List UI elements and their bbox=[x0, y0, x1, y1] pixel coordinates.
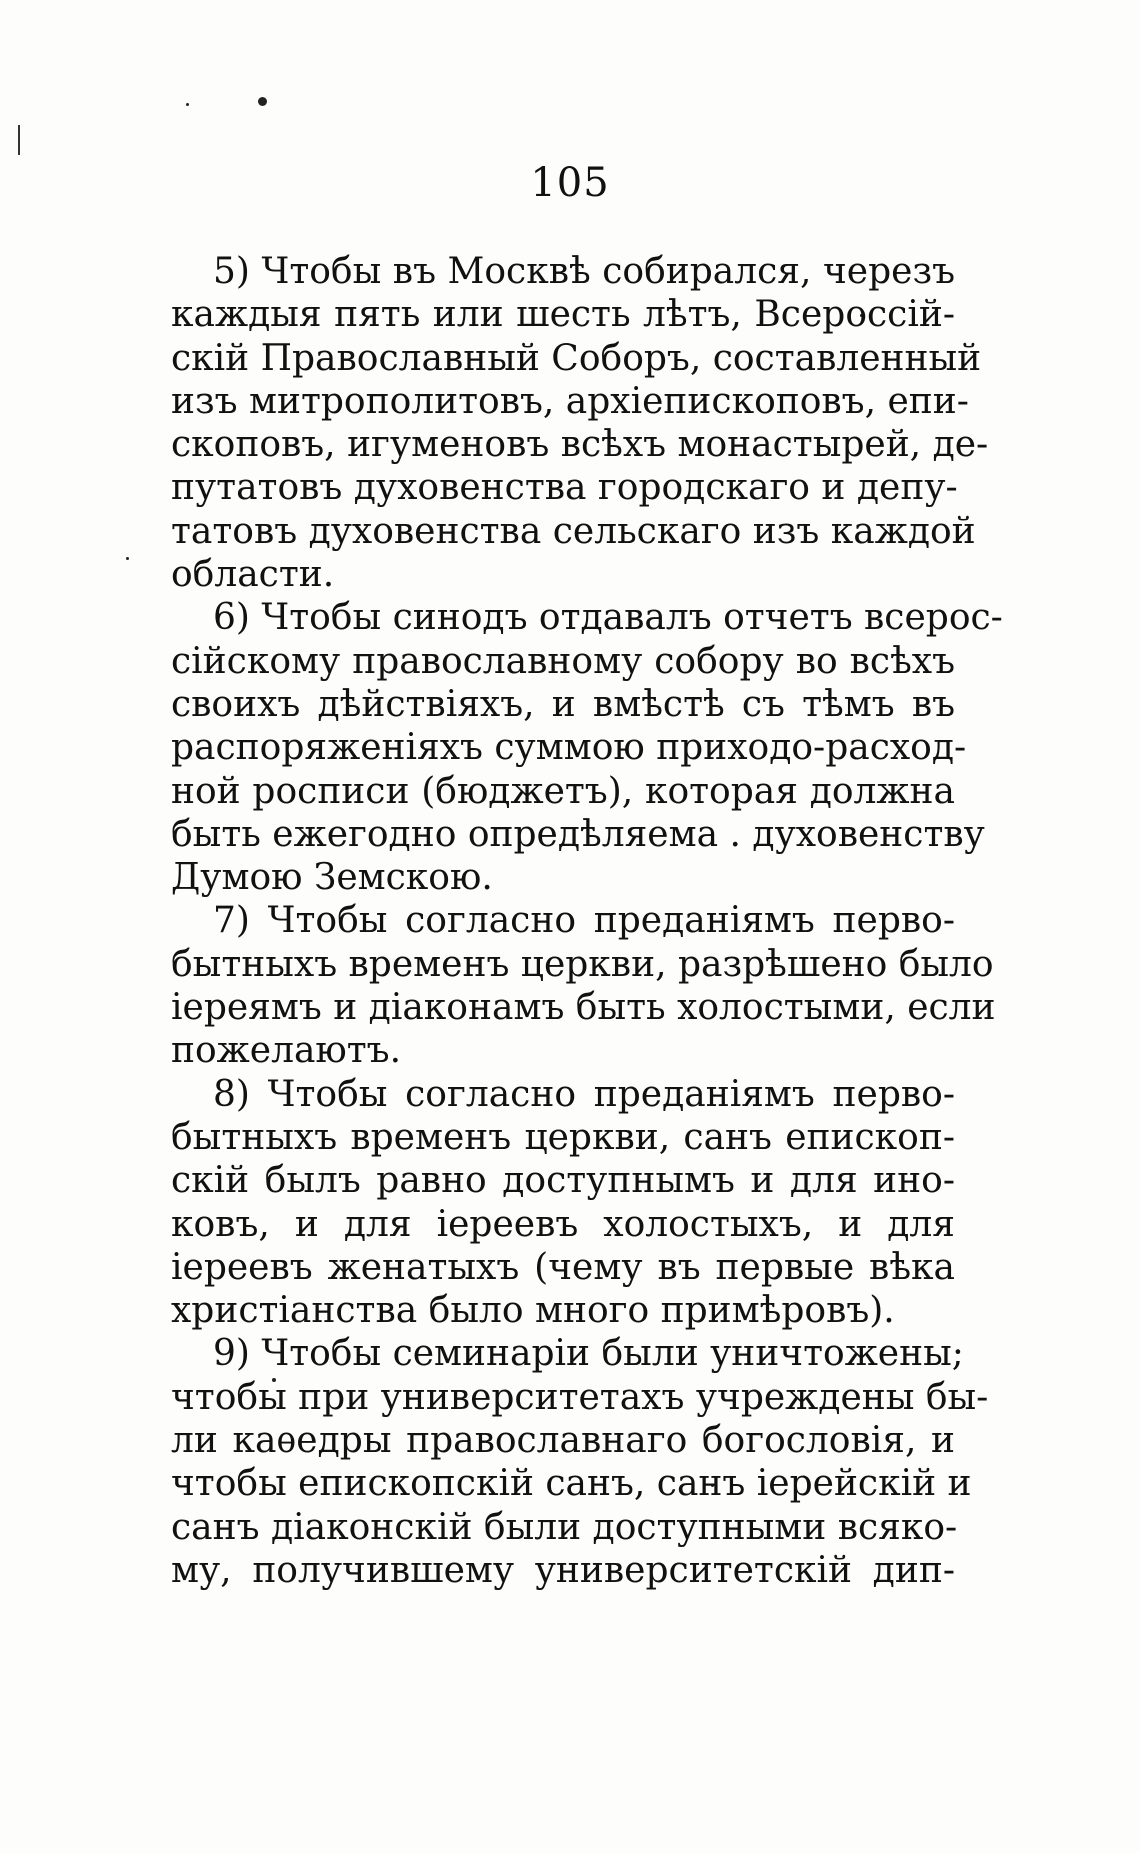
text-line: ли каѳедры православнаго богословія, и bbox=[171, 1420, 955, 1462]
text-line: сійскому православному собору во всѣхъ bbox=[171, 640, 955, 682]
paragraph-9 bbox=[171, 1332, 989, 1592]
ink-speck bbox=[126, 557, 129, 560]
text-line: іереевъ женатыхъ (чему въ первые вѣка bbox=[171, 1246, 955, 1288]
text-line: ной росписи (бюджетъ), которая должна bbox=[171, 770, 955, 812]
text-line: іереямъ и діаконамъ быть холостыми, если bbox=[171, 987, 996, 1029]
text-line: пожелаютъ. bbox=[171, 1030, 402, 1072]
text-line: ковъ, и для іереевъ холостыхъ, и для bbox=[171, 1203, 955, 1245]
text-line: татовъ духовенства сельскаго изъ каждой bbox=[171, 510, 976, 552]
text-line: каждыя пять или шесть лѣтъ, Всероссій- bbox=[171, 294, 955, 336]
text-line: скій былъ равно доступнымъ и для ино- bbox=[171, 1160, 955, 1202]
text-line: скій Православный Соборъ, составленный bbox=[171, 337, 982, 379]
text-line: санъ діаконскій были доступными всяко- bbox=[171, 1506, 958, 1548]
scan-edge-mark bbox=[18, 125, 20, 155]
text-line: быть ежегодно опредѣляема . духовенству bbox=[171, 813, 985, 855]
text-line: 9) Чтобы семинаріи были уничтожены; bbox=[213, 1333, 964, 1375]
text-line: Думою Земскою. bbox=[171, 857, 493, 899]
text-line: бытныхъ временъ церкви, санъ епископ- bbox=[171, 1116, 955, 1158]
text-line: 8) Чтобы согласно преданіямъ перво- bbox=[213, 1073, 955, 1115]
text-line: му, получившему университетскій дип- bbox=[171, 1549, 955, 1591]
text-line: путатовъ духовенства городскаго и депу- bbox=[171, 467, 958, 509]
text-line: чтобы епископскій санъ, санъ іерейскій и bbox=[171, 1463, 972, 1505]
text-line: 7) Чтобы согласно преданіямъ перво- bbox=[213, 900, 955, 942]
text-line: распоряженіяхъ суммою приходо-расход- bbox=[171, 727, 967, 769]
text-line: области. bbox=[171, 554, 335, 596]
ink-speck bbox=[258, 97, 267, 106]
ink-speck bbox=[186, 103, 189, 106]
text-line: 5) Чтобы въ Москвѣ собирался, черезъ bbox=[213, 251, 955, 292]
page-number: 105 bbox=[530, 160, 610, 206]
text-line: своихъ дѣйствіяхъ, и вмѣстѣ съ тѣмъ въ bbox=[171, 683, 955, 725]
paragraph-8 bbox=[171, 1073, 955, 1333]
text-line: 6) Чтобы синодъ отдавалъ отчетъ всерос- bbox=[213, 597, 1003, 639]
paragraph-6 bbox=[171, 596, 1003, 899]
text-line: скоповъ, игуменовъ всѣхъ монастырей, де- bbox=[171, 424, 989, 466]
text-line: чтобы при университетахъ учреждены бы- bbox=[171, 1376, 989, 1418]
body-text bbox=[171, 250, 1003, 1592]
text-line: христіанства было много примѣровъ). bbox=[171, 1290, 895, 1332]
paragraph-7 bbox=[171, 899, 996, 1072]
text-line: бытныхъ временъ церкви, разрѣшено было bbox=[171, 943, 994, 985]
paragraph-5 bbox=[171, 250, 989, 596]
text-line: изъ митрополитовъ, архіепископовъ, епи- bbox=[171, 380, 969, 422]
